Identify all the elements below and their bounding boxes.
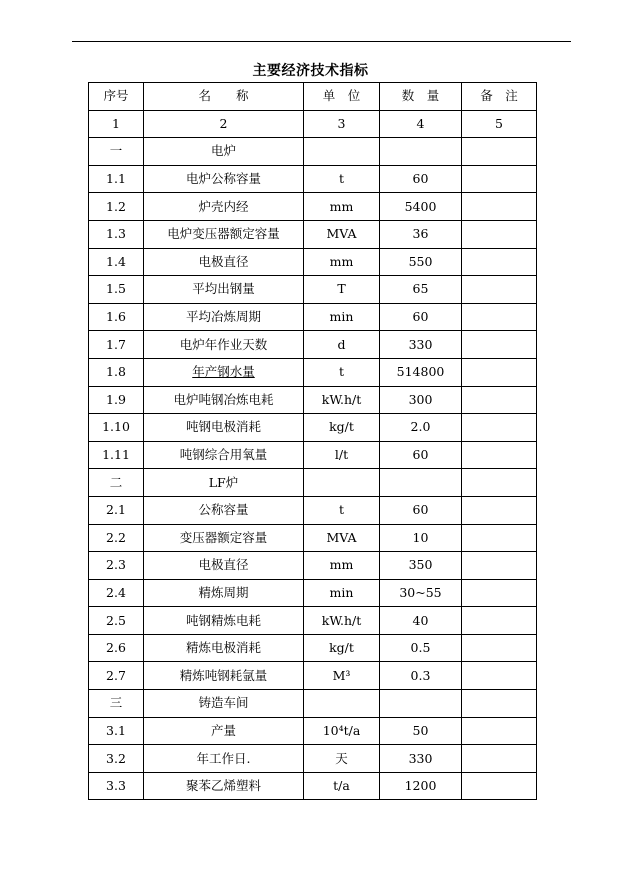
cell-unit: kW.h/t [304,386,380,414]
cell-name: 精炼电极消耗 [144,634,304,662]
column-number: 1 [89,110,144,138]
cell-qty: 1200 [380,772,462,800]
cell-unit: kg/t [304,634,380,662]
header-seq: 序号 [89,83,144,111]
table-row [89,772,537,800]
cell-qty: 0.5 [380,634,462,662]
cell-unit: kg/t [304,414,380,442]
cell-qty: 300 [380,386,462,414]
cell-note [462,358,537,386]
cell-note [462,441,537,469]
table-row [89,441,537,469]
table-row [89,662,537,690]
cell-unit: t/a [304,772,380,800]
cell-seq: 3.2 [89,745,144,773]
cell-seq: 1.10 [89,414,144,442]
cell-name: 吨钢精炼电耗 [144,607,304,635]
cell-seq: 2.1 [89,496,144,524]
cell-qty: 60 [380,303,462,331]
cell-note [462,414,537,442]
cell-seq: 2.6 [89,634,144,662]
cell-name: 平均冶炼周期 [144,303,304,331]
table-row [89,193,537,221]
header-rule [72,41,571,42]
page-title: 主要经济技术指标 [252,63,369,79]
cell-unit [304,690,380,718]
cell-note [462,552,537,580]
table-row [89,303,537,331]
cell-note [462,772,537,800]
cell-qty: 65 [380,276,462,304]
cell-note [462,303,537,331]
table-row [89,634,537,662]
cell-unit: MVA [304,220,380,248]
cell-qty [380,690,462,718]
cell-qty: 60 [380,165,462,193]
cell-qty: 330 [380,331,462,359]
cell-seq: 3.1 [89,717,144,745]
cell-note [462,690,537,718]
cell-seq: 1.8 [89,358,144,386]
cell-seq: 1.11 [89,441,144,469]
cell-seq: 三 [89,690,144,718]
cell-name: 炉壳内经 [144,193,304,221]
cell-qty: 40 [380,607,462,635]
cell-note [462,386,537,414]
table-row [89,607,537,635]
cell-unit: kW.h/t [304,607,380,635]
cell-name: 平均出钢量 [144,276,304,304]
cell-name: 年产钢水量 [144,358,304,386]
header-name: 名 称 [144,83,304,111]
indicators-table [88,82,537,800]
header-qty: 数 量 [380,83,462,111]
cell-seq: 1.3 [89,220,144,248]
cell-unit [304,469,380,497]
cell-note [462,248,537,276]
cell-name: 吨钢电极消耗 [144,414,304,442]
cell-note [462,496,537,524]
cell-note [462,193,537,221]
cell-seq: 二 [89,469,144,497]
cell-note [462,165,537,193]
table-row [89,331,537,359]
cell-seq: 2.4 [89,579,144,607]
cell-note [462,220,537,248]
cell-note [462,276,537,304]
cell-unit: min [304,303,380,331]
table-row [89,717,537,745]
cell-seq: 1.7 [89,331,144,359]
table-header-row [89,83,537,111]
cell-seq: 2.3 [89,552,144,580]
cell-note [462,524,537,552]
cell-qty: 5400 [380,193,462,221]
header-note: 备 注 [462,83,537,111]
cell-qty: 550 [380,248,462,276]
cell-qty [380,138,462,166]
cell-qty: 0.3 [380,662,462,690]
cell-seq: 2.7 [89,662,144,690]
cell-unit: min [304,579,380,607]
cell-qty: 514800 [380,358,462,386]
cell-unit [304,138,380,166]
cell-seq: 1.9 [89,386,144,414]
cell-unit: M³ [304,662,380,690]
cell-qty: 10 [380,524,462,552]
cell-unit: T [304,276,380,304]
cell-unit: d [304,331,380,359]
cell-note [462,607,537,635]
cell-unit: mm [304,193,380,221]
cell-qty: 350 [380,552,462,580]
cell-note [462,634,537,662]
cell-unit: mm [304,248,380,276]
table-row [89,469,537,497]
table-row [89,358,537,386]
cell-unit: 天 [304,745,380,773]
table-row [89,276,537,304]
cell-qty: 2.0 [380,414,462,442]
cell-seq: 1.2 [89,193,144,221]
cell-note [462,138,537,166]
cell-qty: 36 [380,220,462,248]
cell-name: 精炼吨钢耗氩量 [144,662,304,690]
cell-seq: 3.3 [89,772,144,800]
cell-seq: 2.5 [89,607,144,635]
cell-seq: 1.5 [89,276,144,304]
cell-name: 公称容量 [144,496,304,524]
cell-seq: 1.6 [89,303,144,331]
cell-name: 铸造车间 [144,690,304,718]
cell-name: 电炉变压器额定容量 [144,220,304,248]
cell-note [462,717,537,745]
cell-unit: t [304,496,380,524]
cell-name: 电炉年作业天数 [144,331,304,359]
column-number: 3 [304,110,380,138]
column-number-row [89,110,537,138]
table-row [89,414,537,442]
cell-qty: 330 [380,745,462,773]
cell-unit: mm [304,552,380,580]
cell-qty: 60 [380,496,462,524]
cell-qty [380,469,462,497]
cell-qty: 30~55 [380,579,462,607]
cell-name: LF炉 [144,469,304,497]
table-row [89,552,537,580]
cell-unit: MVA [304,524,380,552]
cell-name: 产量 [144,717,304,745]
cell-name: 电炉吨钢冶炼电耗 [144,386,304,414]
table-row [89,496,537,524]
cell-name: 电炉 [144,138,304,166]
table-row [89,524,537,552]
cell-name: 吨钢综合用氧量 [144,441,304,469]
cell-unit: t [304,165,380,193]
cell-name: 电极直径 [144,552,304,580]
column-number: 5 [462,110,537,138]
cell-qty: 60 [380,441,462,469]
cell-seq: 1.4 [89,248,144,276]
table-row [89,248,537,276]
cell-note [462,579,537,607]
cell-name: 年工作日. [144,745,304,773]
cell-qty: 50 [380,717,462,745]
table-row [89,165,537,193]
column-number: 2 [144,110,304,138]
cell-name: 变压器额定容量 [144,524,304,552]
cell-seq: 一 [89,138,144,166]
cell-seq: 2.2 [89,524,144,552]
cell-note [462,469,537,497]
cell-note [462,745,537,773]
cell-note [462,662,537,690]
header-unit: 单 位 [304,83,380,111]
table-row [89,579,537,607]
cell-name: 聚苯乙烯塑料 [144,772,304,800]
table-row [89,745,537,773]
table-row [89,138,537,166]
table-row [89,386,537,414]
cell-seq: 1.1 [89,165,144,193]
cell-name: 精炼周期 [144,579,304,607]
table-row [89,220,537,248]
cell-unit: t [304,358,380,386]
cell-unit: l/t [304,441,380,469]
cell-unit: 10⁴t/a [304,717,380,745]
column-number: 4 [380,110,462,138]
cell-note [462,331,537,359]
cell-name: 电极直径 [144,248,304,276]
cell-name: 电炉公称容量 [144,165,304,193]
table-row [89,690,537,718]
